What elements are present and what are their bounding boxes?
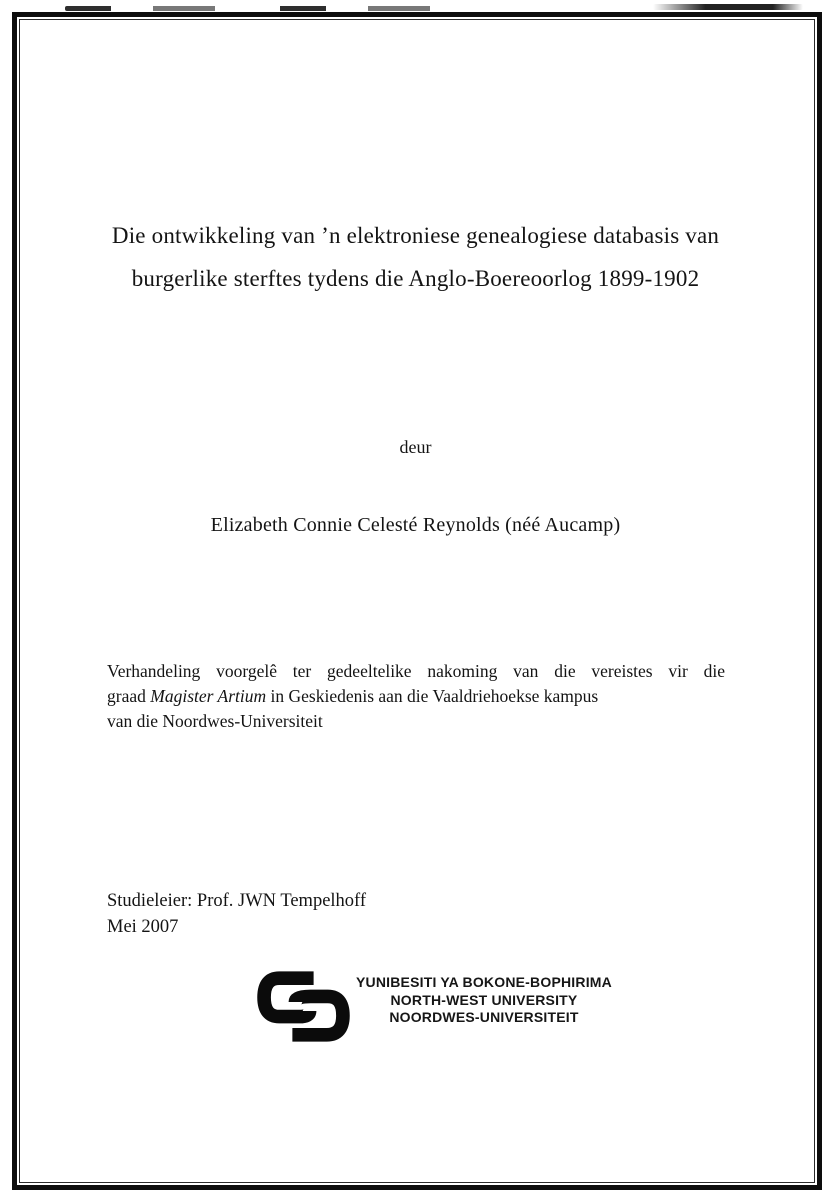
scan-smudge (65, 6, 465, 11)
university-logo-text (356, 974, 612, 1027)
author-name: Elizabeth Connie Celesté Reynolds (néé Aucamp) (210, 514, 621, 536)
declaration-line1: Verhandeling voorgelê ter gedeeltelike nakoming van die vereistes vir die (107, 661, 725, 681)
declaration-line3: van die Noordwes-Universiteit (107, 711, 323, 731)
declaration-line2-prefix: graad (107, 686, 151, 706)
supervisor-line: Studieleier: Prof. JWN Tempelhoff (107, 891, 367, 911)
thesis-title-line2: burgerlike sterftes tydens die Anglo-Boereoorlog 1899-1902 (131, 266, 700, 291)
declaration-line2-suffix: in Geskiedenis aan die Vaaldriehoekse kampus (266, 686, 599, 706)
thesis-title-line1: Die ontwikkeling van ’n elektroniese genealogiese databasis van (111, 223, 720, 248)
logo-text-afrikaans: NOORDWES-UNIVERSITEIT (389, 1009, 579, 1025)
supervisor-block (107, 888, 366, 940)
byline-label: deur (399, 437, 432, 457)
declaration-paragraph (107, 659, 725, 734)
thesis-title (85, 214, 746, 300)
logo-text-setswana: YUNIBESITI YA BOKONE-BOPHIRIMA (356, 974, 612, 990)
declaration-line2 (107, 684, 725, 709)
degree-name-italic: Magister Artium (150, 686, 267, 706)
logo-text-english: NORTH-WEST UNIVERSITY (390, 991, 578, 1008)
date-line: Mei 2007 (107, 917, 179, 937)
university-logo (257, 971, 612, 1042)
nwu-interlocking-links-icon (257, 971, 350, 1042)
scan-smudge (653, 4, 803, 10)
